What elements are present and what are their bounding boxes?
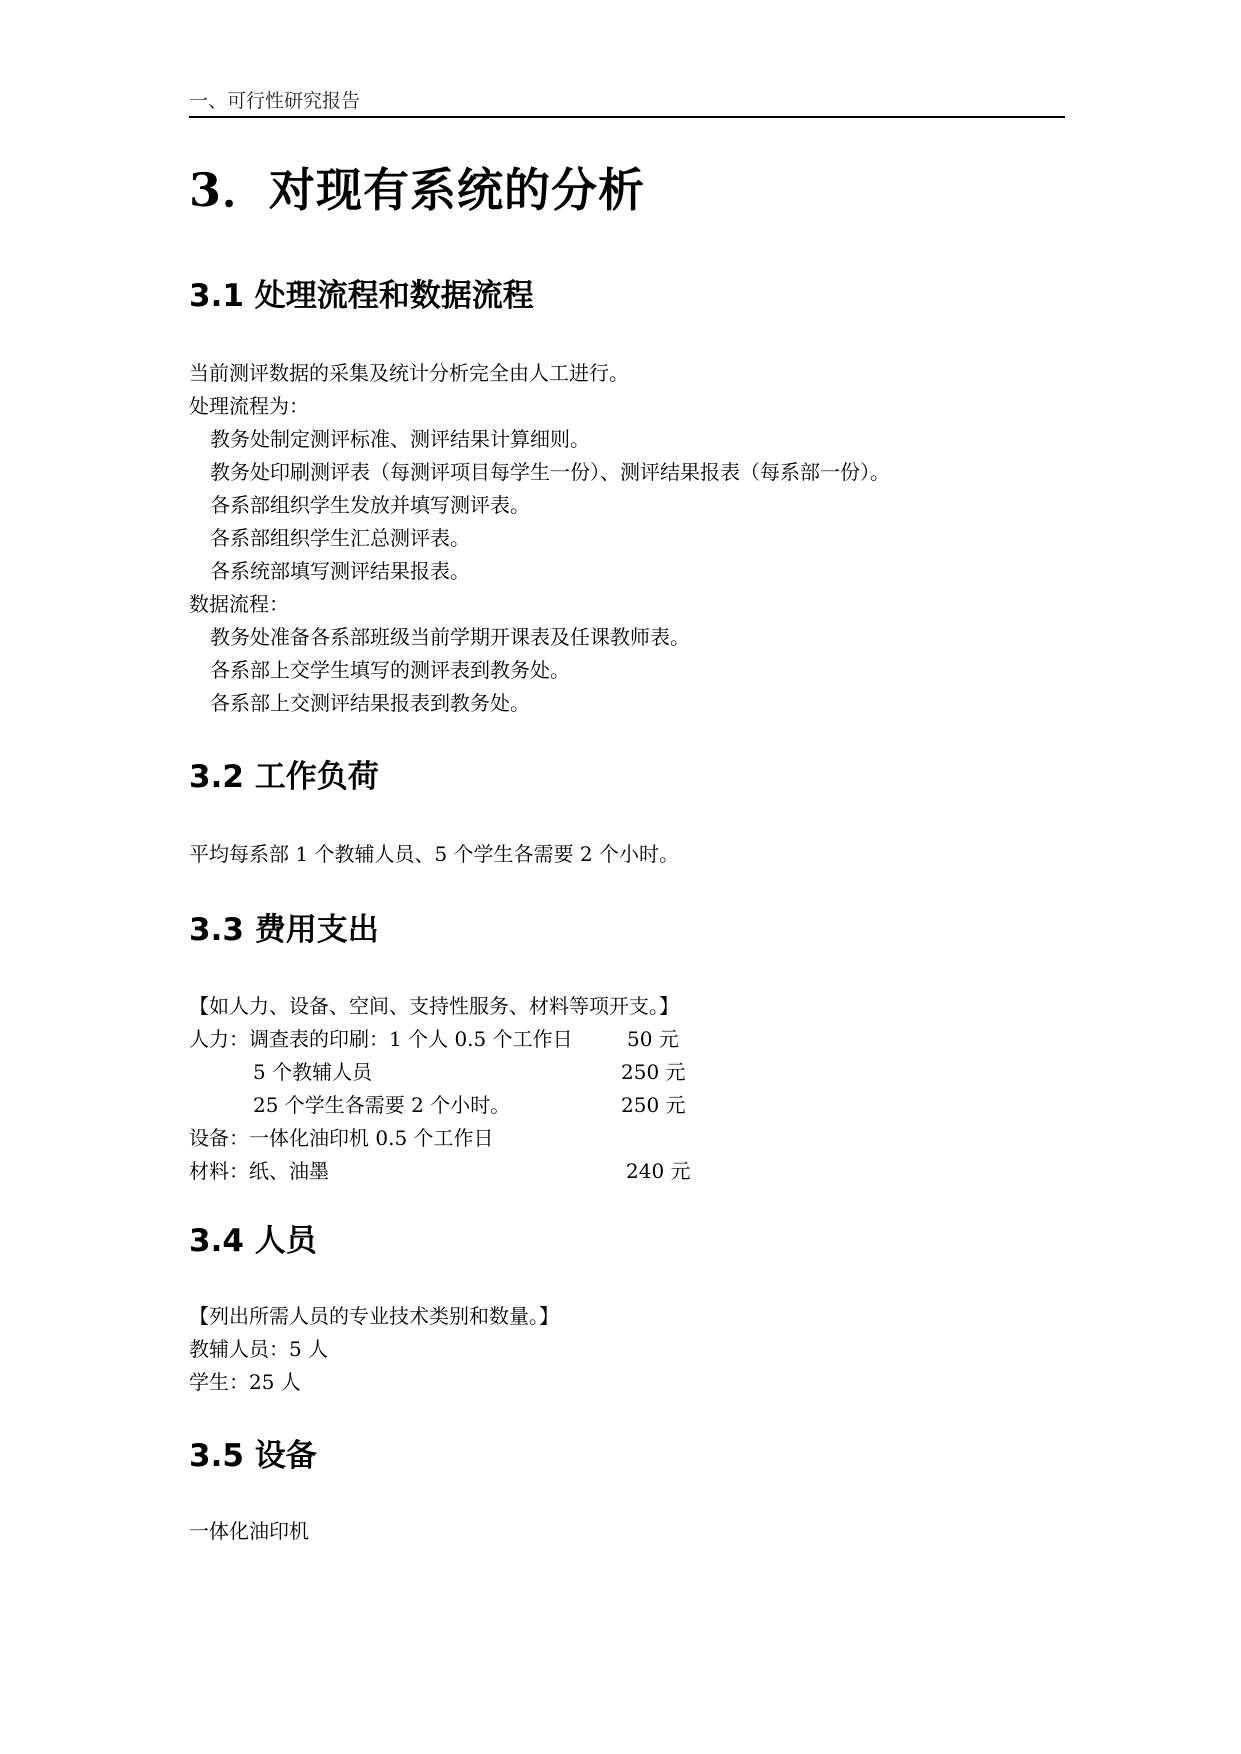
process-step: 教务处制定测评标准、测评结果计算细则。 [210, 427, 590, 451]
section-heading-3-2: 3.2 工作负荷 [189, 759, 379, 795]
cost-desc: 设备：一体化油印机 0.5 个工作日 [189, 1126, 494, 1150]
cost-amount: 240 元 [626, 1159, 691, 1183]
section-heading-3-1: 3.1 处理流程和数据流程 [189, 278, 534, 314]
personnel-body [189, 1300, 559, 1399]
process-step: 教务处印刷测评表（每测评项目每学生一份）、测评结果报表（每系部一份）。 [210, 460, 890, 484]
data-flow-label: 数据流程： [189, 592, 289, 616]
workload-text: 平均每系部 1 个教辅人员、5 个学生各需要 2 个小时。 [189, 842, 679, 866]
data-flow-step: 教务处准备各系部班级当前学期开课表及任课教师表。 [210, 625, 690, 649]
cost-row [189, 1023, 679, 1056]
cost-desc: 人力：调查表的印刷：1 个人 0.5 个工作日 [189, 1027, 573, 1051]
cost-row [189, 1122, 679, 1155]
cost-desc: 5 个教辅人员 [253, 1060, 373, 1084]
process-step: 各系统部填写测评结果报表。 [210, 559, 470, 583]
cost-amount: 250 元 [621, 1060, 686, 1084]
cost-row [189, 1056, 686, 1089]
cost-amount: 250 元 [621, 1093, 686, 1117]
section-heading-3-5: 3.5 设备 [189, 1438, 317, 1474]
section-3-1-body [189, 357, 890, 720]
cost-row [189, 1155, 691, 1188]
process-step: 各系部组织学生发放并填写测评表。 [210, 493, 530, 517]
cost-desc: 材料：纸、油墨 [189, 1159, 329, 1183]
personnel-note: 【列出所需人员的专业技术类别和数量。】 [189, 1304, 559, 1328]
data-flow-step: 各系部上交测评结果报表到教务处。 [210, 691, 530, 715]
cost-row [189, 1089, 686, 1122]
data-flow-step: 各系部上交学生填写的测评表到教务处。 [210, 658, 570, 682]
cost-section-body [189, 990, 691, 1188]
intro-text: 当前测评数据的采集及统计分析完全由人工进行。 [189, 361, 629, 385]
personnel-line: 学生：25 人 [189, 1370, 301, 1394]
cost-note: 【如人力、设备、空间、支持性服务、材料等项开支。】 [189, 994, 679, 1018]
section-heading-3-4: 3.4 人员 [189, 1223, 317, 1259]
cost-desc: 25 个学生各需要 2 个小时。 [253, 1093, 511, 1117]
cost-amount: 50 元 [627, 1027, 679, 1051]
chapter-title: 3．对现有系统的分析 [189, 163, 646, 217]
personnel-line: 教辅人员：5 人 [189, 1337, 329, 1361]
process-label: 处理流程为： [189, 394, 309, 418]
section-heading-3-3: 3.3 费用支出 [189, 912, 379, 948]
running-header: 一、可行性研究报告 [189, 86, 1065, 118]
process-step: 各系部组织学生汇总测评表。 [210, 526, 470, 550]
equipment-text: 一体化油印机 [189, 1519, 309, 1543]
